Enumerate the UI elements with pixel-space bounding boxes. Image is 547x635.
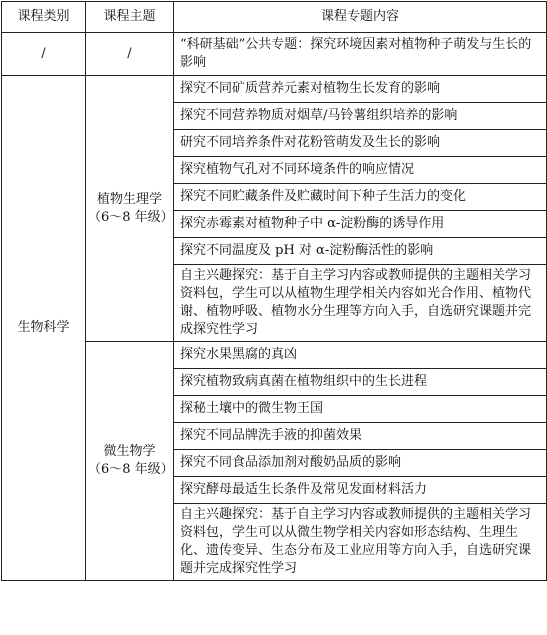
- micro-item: 探究水果黑腐的真凶: [174, 342, 547, 369]
- plant-theme-name: 植物生理学: [96, 191, 162, 207]
- plant-item: 探究赤霉素对植物种子中 α-淀粉酶的诱导作用: [174, 211, 547, 238]
- header-content: 课程专题内容: [174, 2, 547, 33]
- micro-theme-cell: [86, 342, 174, 581]
- plant-item: 探究不同贮藏条件及贮藏时间下种子生活力的变化: [174, 184, 547, 211]
- micro-item: 探究不同食品添加剂对酸奶品质的影响: [174, 450, 547, 477]
- course-table: [1, 1, 547, 581]
- plant-item: 自主兴趣探究：基于自主学习内容或教师提供的主题相关学习资料包，学生可以从植物生理学相关内容如光合作用、植物代谢、植物呼吸、植物水分生理等方向入手，自选研究课题并完成探究性学习: [174, 265, 547, 342]
- bio-category-cell: 生物科学: [2, 76, 86, 581]
- header-row: [2, 2, 547, 33]
- plant-theme-cell: [86, 76, 174, 342]
- plant-item: 探究不同矿质营养元素对植物生长发育的影响: [174, 76, 547, 103]
- table-row: [2, 76, 547, 103]
- plant-item: 研究不同培养条件对花粉管萌发及生长的影响: [174, 130, 547, 157]
- micro-theme-grade: （6～8 年级）: [88, 462, 174, 477]
- micro-theme-name: 微生物学: [103, 444, 156, 459]
- header-category: 课程类别: [2, 2, 86, 33]
- plant-item: 探究不同温度及 pH 对 α-淀粉酶活性的影响: [174, 238, 547, 265]
- general-row: [2, 33, 547, 76]
- plant-item: 探究植物气孔对不同环境条件的响应情况: [174, 157, 547, 184]
- micro-item: 探究植物致病真菌在植物组织中的生长进程: [174, 369, 547, 396]
- micro-item: 探秘土壤中的微生物王国: [174, 396, 547, 423]
- general-category: /: [2, 33, 86, 76]
- general-theme: /: [86, 33, 174, 76]
- micro-item: 探究酵母最适生长条件及常见发面材料活力: [174, 477, 547, 504]
- plant-item: 探究不同营养物质对烟草/马铃薯组织培养的影响: [174, 103, 547, 130]
- micro-item: 自主兴趣探究：基于自主学习内容或教师提供的主题相关学习资料包，学生可以从微生物学相关内容如形态结构、生理生化、遗传变异、生态分布及工业应用等方向入手，自选研究课题并完成探究性学习: [174, 504, 547, 581]
- general-content: “科研基础”公共专题：探究环境因素对植物种子萌发与生长的影响: [174, 33, 547, 76]
- micro-item: 探究不同品牌洗手液的抑菌效果: [174, 423, 547, 450]
- plant-theme-grade: （6～8 年级）: [88, 209, 174, 225]
- header-theme: 课程主题: [86, 2, 174, 33]
